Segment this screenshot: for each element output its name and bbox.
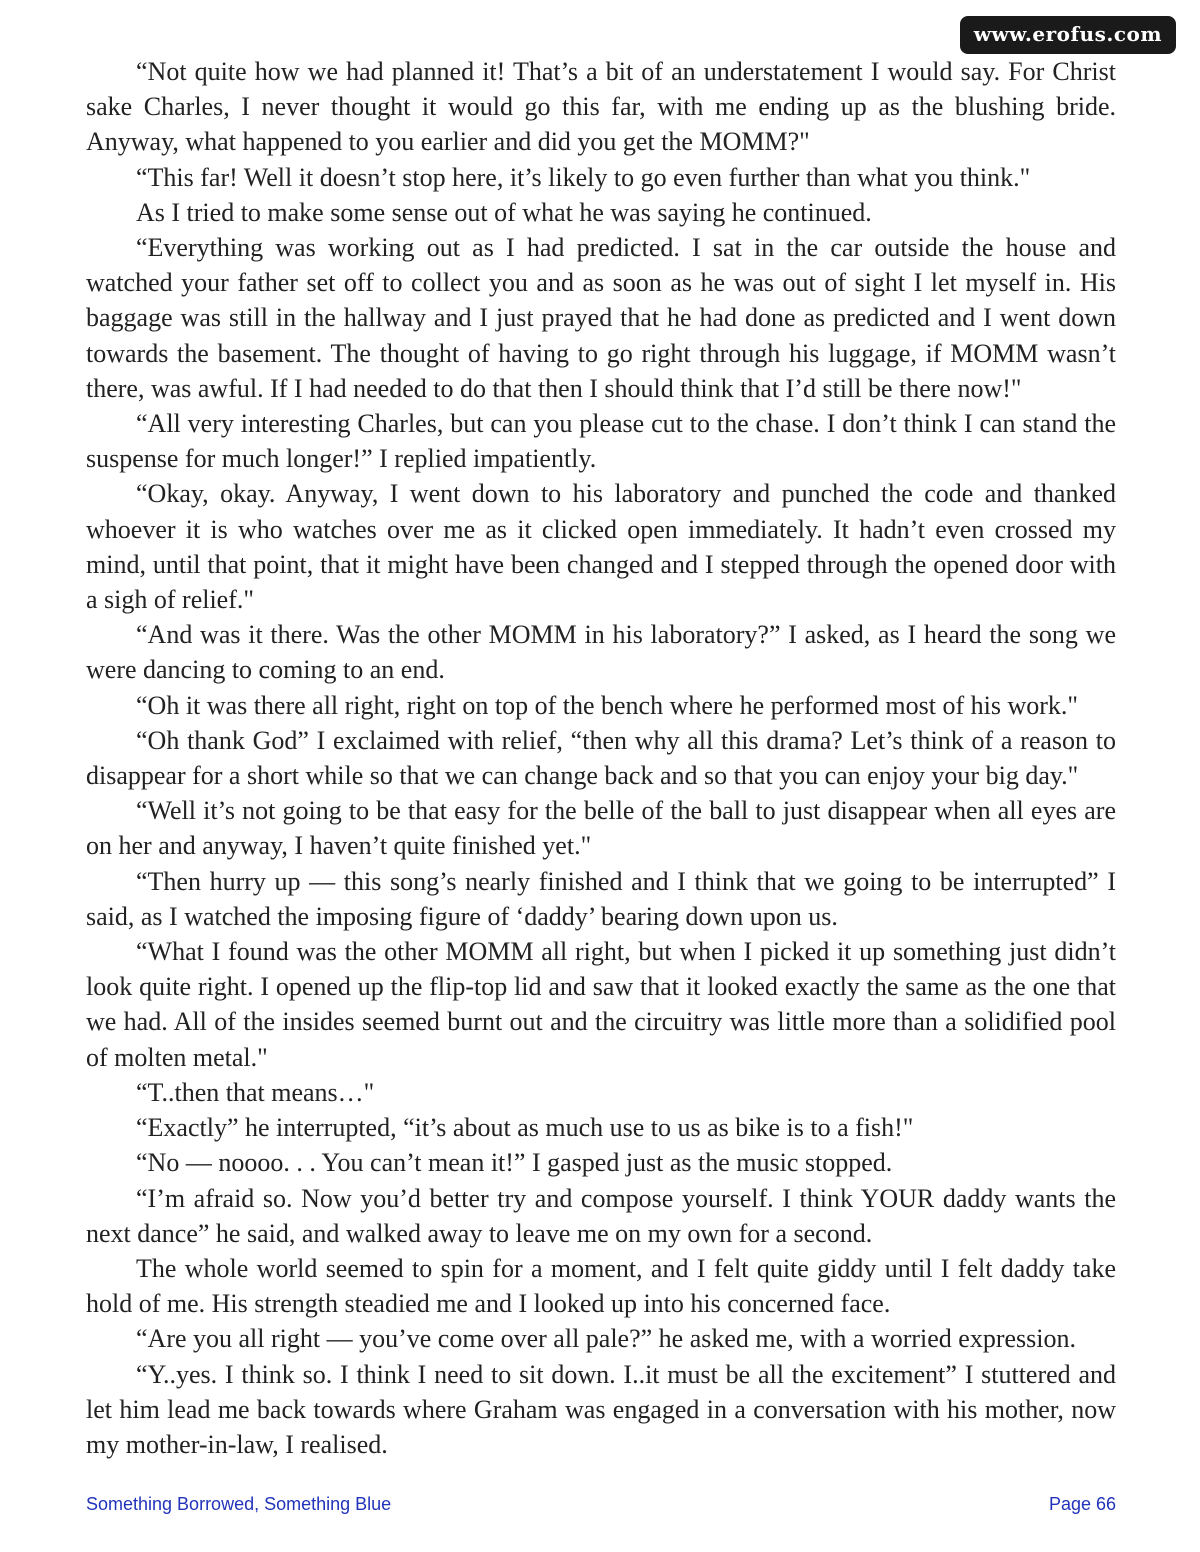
paragraph: “Then hurry up — this song’s nearly finished and I think that we going to be interrupted” I said, as I watched the imposing figure of ‘daddy’ bearing down upon us.	[86, 866, 1116, 931]
footer-book-title: Something Borrowed, Something Blue	[86, 1494, 392, 1514]
watermark-logo: www.erofus.com	[960, 16, 1176, 54]
paragraph: “Okay, okay. Anyway, I went down to his laboratory and punched the code and thanked whoever it is who watches over me as it clicked open immediately. It hadn’t even crossed my mind, until that point, that it might have been changed and I stepped through the opened door with a sigh of relief."	[86, 479, 1116, 615]
paragraph: “Well it’s not going to be that easy for the belle of the ball to just disappear when all eyes are on her and anyway, I haven’t quite finished yet."	[86, 796, 1116, 861]
body-text	[86, 54, 1116, 1462]
paragraph: The whole world seemed to spin for a moment, and I felt quite giddy until I felt daddy take hold of me. His strength steadied me and I looked up into his concerned face.	[86, 1253, 1116, 1319]
paragraph: “Are you all right — you’ve come over all pale?” he asked me, with a worried expression.	[136, 1324, 1076, 1354]
paragraph: “Oh it was there all right, right on top of the bench where he performed most of his work."	[136, 690, 1079, 720]
paragraph: “Exactly” he interrupted, “it’s about as much use to us as bike is to a fish!"	[136, 1113, 914, 1143]
footer-page-number: Page 66	[1048, 1494, 1116, 1514]
paragraph: “Y..yes. I think so. I think I need to sit down. I..it must be all the excitement” I stuttered and let him lead me back towards where Graham was engaged in a conversation with his mother, now my mother-in-law, I realised.	[86, 1359, 1116, 1459]
paragraph: “T..then that means…"	[136, 1077, 375, 1107]
paragraph: “All very interesting Charles, but can you please cut to the chase. I don’t think I can stand the suspense for much longer!” I replied impatiently.	[86, 409, 1116, 474]
paragraph: “No — noooo. . . You can’t mean it!” I gasped just as the music stopped.	[136, 1148, 893, 1178]
paragraph: “I’m afraid so. Now you’d better try and compose yourself. I think YOUR daddy wants the next dance” he said, and walked away to leave me on my own for a second.	[86, 1183, 1116, 1248]
paragraph: “And was it there. Was the other MOMM in his laboratory?” I asked, as I heard the song we were dancing to coming to an end.	[86, 620, 1116, 685]
paragraph: As I tried to make some sense out of what he was saying he continued.	[136, 197, 872, 227]
page-footer	[86, 1494, 1116, 1515]
paragraph: “What I found was the other MOMM all right, but when I picked it up something just didn’t look quite right. I opened up the flip-top lid and saw that it looked exactly the same as the one that we had. All of the insides seemed burnt out and the circuitry was little more than a solidified pool of molten metal."	[86, 937, 1116, 1072]
paragraph: “This far! Well it doesn’t stop here, it’s likely to go even further than what you think."	[136, 162, 1031, 192]
paragraph: “Not quite how we had planned it! That’s a bit of an understatement I would say. For Christ sake Charles, I never thought it would go this far, with me ending up as the blushing bride. Anyway, what happened to you earlier and did you get the MOMM?"	[86, 57, 1116, 157]
paragraph: “Everything was working out as I had predicted. I sat in the car outside the house and watched your father set off to collect you and as soon as he was out of sight I let myself in. His baggage was still in the hallway and I just prayed that he had done as predicted and I went down towards the basement. The thought of having to go right through his luggage, if MOMM wasn’t there, was awful. If I had needed to do that then I should think that I’d still be there now!"	[86, 233, 1116, 403]
paragraph: “Oh thank God” I exclaimed with relief, “then why all this drama? Let’s think of a reason to disappear for a short while so that we can change back and so that you can enjoy your big day."	[86, 725, 1116, 791]
